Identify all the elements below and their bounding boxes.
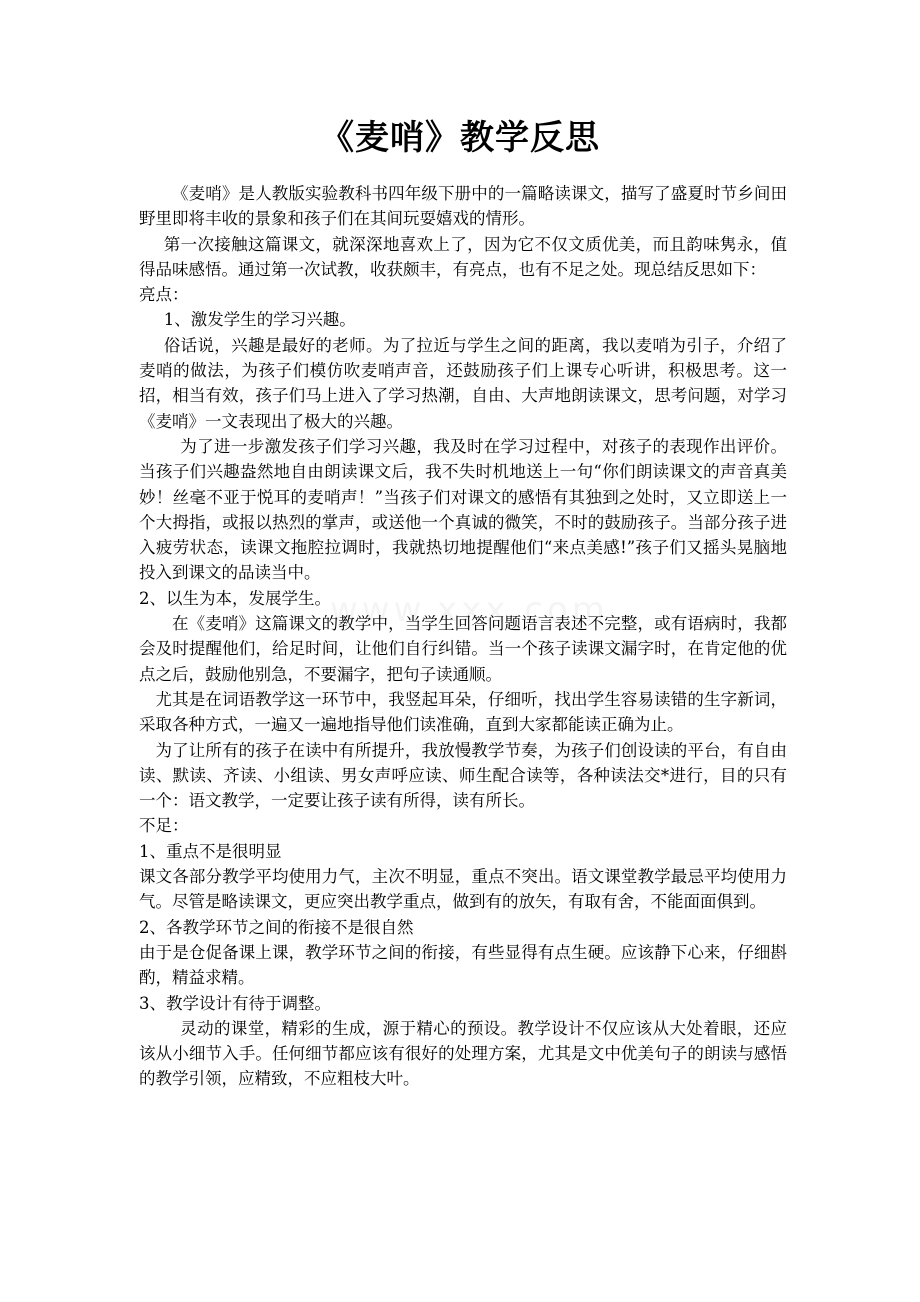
paragraph: 灵动的课堂，精彩的生成，源于精心的预设。教学设计不仅应该从大处着眼，还应该从小细节入手。任何细节都应该有很好的处理方案，尤其是文中优美句子的朗读与感悟的教学引领，应精致，不应粗枝大叶。 [139,1018,787,1089]
document-body [139,181,787,1092]
document-title: 《麦哨》教学反思 [320,118,600,158]
paragraph: 在《麦哨》这篇课文的教学中，当学生回答问题语言表述不完整，或有语病时，我都会及时提醒他们，给足时间，让他们自行纠错。当一个孩子读课文漏字时，在肯定他的优点之后，鼓励他别急，不要漏字，把句子读通顺。 [139,614,787,684]
paragraph: 亮点： [139,285,189,305]
paragraph: 为了让所有的孩子在读中有所提升，我放慢教学节奏，为孩子们创设读的平台，有自由读、默读、齐读、小组读、男女声呼应读、师生配合读等，各种读法交*进行，目的只有一个：语文教学，一定要让孩子读有所得，读有所长。 [139,740,787,811]
paragraph: 尤其是在词语教学这一环节中，我竖起耳朵，仔细听，找出学生容易读错的生字新词，采取各种方式，一遍又一遍地指导他们读准确，直到大家都能读正确为止。 [139,689,787,735]
paragraph: 课文各部分教学平均使用力气，主次不明显，重点不突出。语文课堂教学最忌平均使用力气。尽管是略读课文，更应突出教学重点，做到有的放矢，有取有舍，不能面面俱到。 [139,867,787,912]
paragraph: 由于是仓促备课上课，教学环节之间的衔接，有些显得有点生硬。应该静下心来，仔细斟酌，精益求精。 [139,942,787,988]
paragraph: 1、重点不是很明显 [139,841,282,861]
paragraph: 3、教学设计有待于调整。 [139,993,331,1013]
paragraph: 2、以生为本，发展学生。 [139,588,331,608]
paragraph: 2、各教学环节之间的衔接不是很自然 [139,917,414,937]
paragraph: 《麦哨》是人教版实验教科书四年级下册中的一篇略读课文，描写了盛夏时节乡间田野里即将丰收的景象和孩子们在其间玩耍嬉戏的情形。 [139,184,787,229]
paragraph: 不足： [139,816,189,836]
paragraph: 俗话说，兴趣是最好的老师。为了拉近与学生之间的距离，我以麦哨为引子，介绍了麦哨的做法，为孩子们模仿吹麦哨声音，还鼓励孩子们上课专心听讲，积极思考。这一招，相当有效，孩子们马上进入了学习热潮，自由、大声地朗读课文，思考问题，对学习《麦哨》一文表现出了极大的兴趣。 [139,335,787,431]
paragraph: 1、激发学生的学习兴趣。 [163,310,356,330]
paragraph: 第一次接触这篇课文，就深深地喜欢上了，因为它不仅文质优美，而且韵味隽永，值得品味感悟。通过第一次试教，收获颇丰，有亮点，也有不足之处。现总结反思如下： [139,234,787,279]
paragraph: 为了进一步激发孩子们学习兴趣，我及时在学习过程中，对孩子的表现作出评价。当孩子们兴趣盎然地自由朗读课文后，我不失时机地送上一句“你们朗读课文的声音真美妙！丝毫不亚于悦耳的麦哨声！”当孩子们对课文的感悟有其独到之处时，又立即送上一个大拇指，或报以热烈的掌声，或送他一个真诚的微笑，不时的鼓励孩子。当部分孩子进入疲劳状态，读课文拖腔拉调时，我就热切地提醒他们“来点美感!”孩子们又摇头晃脑地投入到课文的品读当中。 [139,436,787,583]
